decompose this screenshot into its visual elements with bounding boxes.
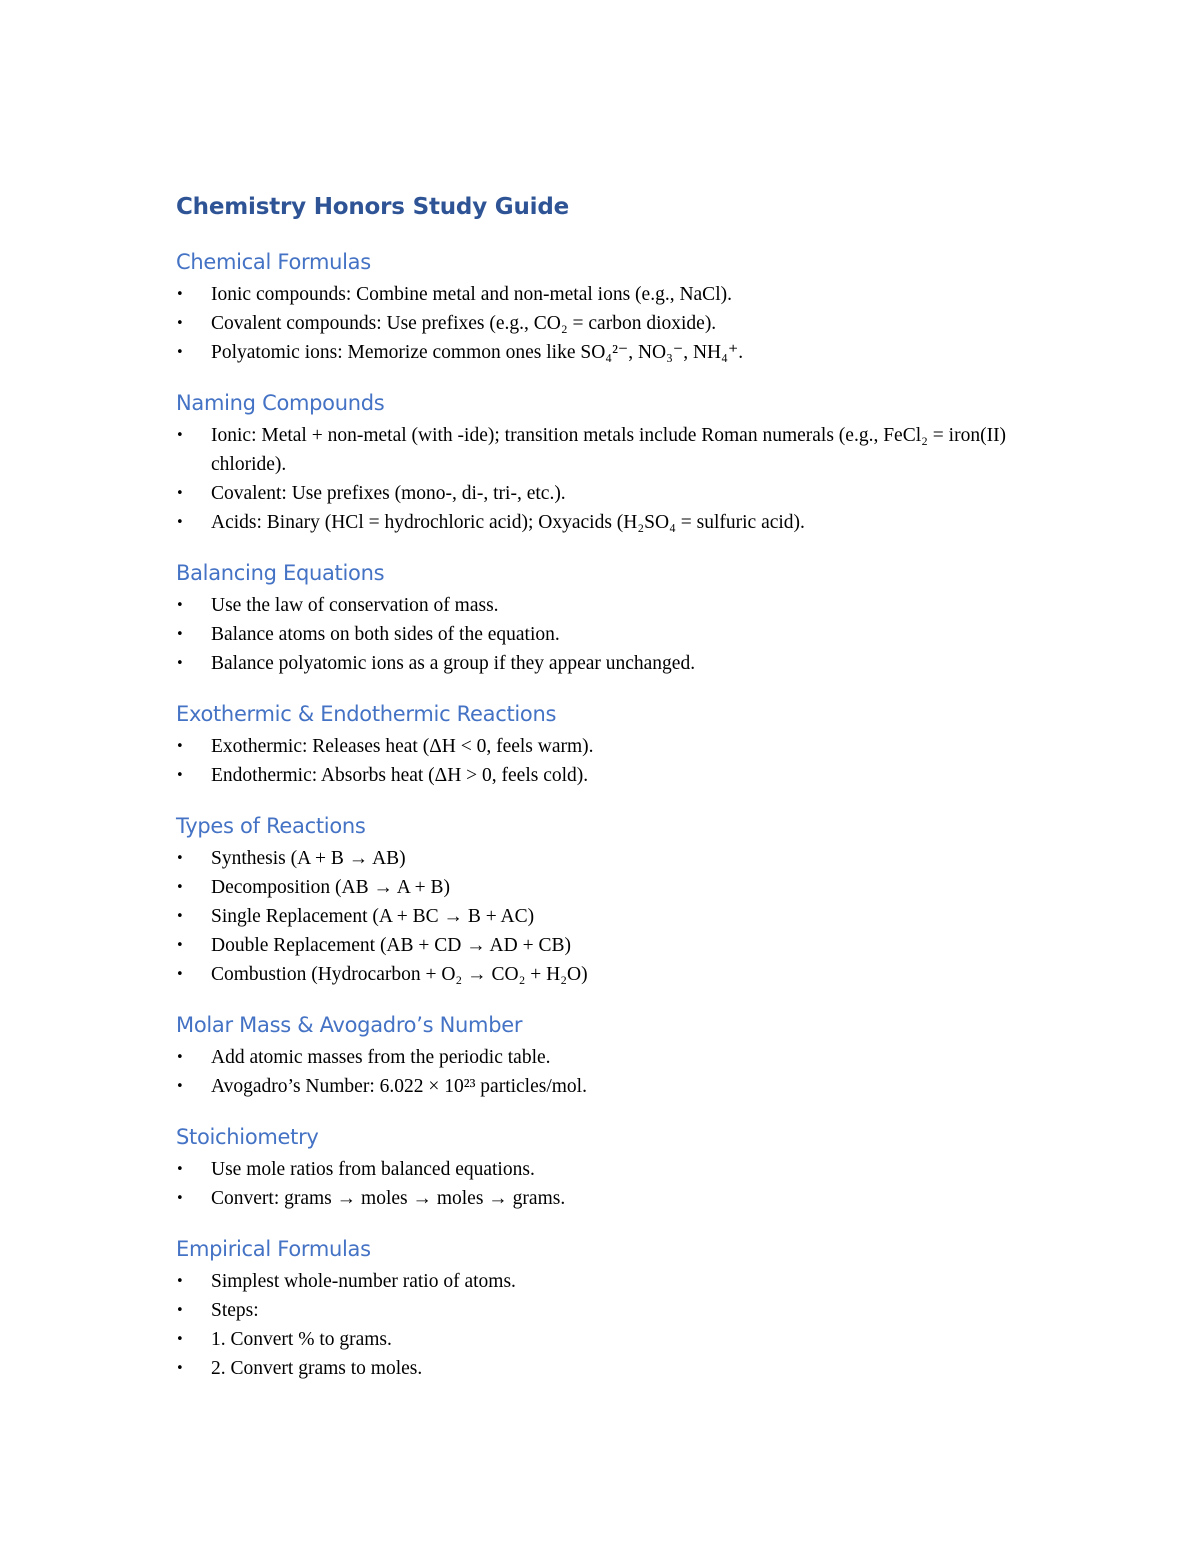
bullet-list — [176, 591, 1076, 678]
list-item-text: Combustion (Hydrocarbon + O₂ → CO₂ + H₂O) — [211, 964, 588, 985]
list-item — [176, 1325, 1076, 1354]
bullet-icon: • — [176, 515, 184, 530]
bullet-icon: • — [176, 345, 184, 360]
section — [176, 1119, 1076, 1213]
list-item — [176, 1155, 1076, 1184]
list-item — [176, 1043, 1076, 1072]
list-item-text: Exothermic: Releases heat (ΔH < 0, feels warm). — [211, 736, 594, 757]
section — [176, 696, 1076, 790]
bullet-icon: • — [176, 1332, 184, 1347]
list-item — [176, 902, 1076, 931]
list-item — [176, 844, 1076, 873]
bullet-icon: • — [176, 880, 184, 895]
section-heading: Empirical Formulas — [176, 1237, 371, 1261]
list-item-text: Balance atoms on both sides of the equation. — [211, 624, 560, 645]
bullet-icon: • — [176, 287, 184, 302]
section — [176, 808, 1076, 989]
list-item — [176, 508, 1076, 537]
bullet-list — [176, 732, 1076, 790]
list-item-text: Decomposition (AB → A + B) — [211, 877, 451, 898]
list-item-text: Polyatomic ions: Memorize common ones like SO₄²⁻, NO₃⁻, NH₄⁺. — [211, 342, 744, 363]
section-heading: Stoichiometry — [176, 1125, 319, 1149]
bullet-list — [176, 1267, 1076, 1383]
bullet-icon: • — [176, 428, 184, 443]
list-item — [176, 1072, 1076, 1101]
list-item-text: Covalent: Use prefixes (mono-, di-, tri-, etc.). — [211, 483, 566, 504]
list-item-text: Add atomic masses from the periodic table. — [211, 1047, 551, 1068]
list-item-text: Ionic: Metal + non-metal (with -ide); transition metals include Roman numerals (e.g., FeCl₂ = iron(II) chloride). — [211, 425, 1007, 475]
bullet-icon: • — [176, 967, 184, 982]
list-item — [176, 479, 1076, 508]
list-item — [176, 1184, 1076, 1213]
bullet-icon: • — [176, 909, 184, 924]
list-item-text: Covalent compounds: Use prefixes (e.g., CO₂ = carbon dioxide). — [211, 313, 717, 334]
bullet-list — [176, 844, 1076, 989]
list-item-text: Balance polyatomic ions as a group if they appear unchanged. — [211, 653, 696, 674]
section-heading: Chemical Formulas — [176, 250, 371, 274]
list-item-text: Synthesis (A + B → AB) — [211, 848, 406, 869]
list-item-text: Acids: Binary (HCl = hydrochloric acid); Oxyacids (H₂SO₄ = sulfuric acid). — [211, 512, 805, 533]
sections-container — [176, 244, 1076, 1383]
list-item — [176, 873, 1076, 902]
list-item — [176, 280, 1076, 309]
section-heading: Molar Mass & Avogadro’s Number — [176, 1013, 523, 1037]
list-item — [176, 931, 1076, 960]
section — [176, 555, 1076, 678]
list-item — [176, 732, 1076, 761]
bullet-icon: • — [176, 656, 184, 671]
list-item-text: Convert: grams → moles → moles → grams. — [211, 1188, 566, 1209]
list-item-text: Double Replacement (AB + CD → AD + CB) — [211, 935, 571, 956]
bullet-icon: • — [176, 1274, 184, 1289]
bullet-list — [176, 421, 1076, 537]
bullet-icon: • — [176, 486, 184, 501]
section — [176, 1007, 1076, 1101]
bullet-icon: • — [176, 1079, 184, 1094]
document-page — [176, 188, 1076, 1383]
list-item — [176, 1267, 1076, 1296]
bullet-icon: • — [176, 316, 184, 331]
section-heading: Balancing Equations — [176, 561, 385, 585]
document-title: Chemistry Honors Study Guide — [176, 194, 569, 220]
section-heading: Naming Compounds — [176, 391, 385, 415]
list-item — [176, 960, 1076, 989]
list-item — [176, 761, 1076, 790]
bullet-icon: • — [176, 1361, 184, 1376]
bullet-icon: • — [176, 627, 184, 642]
list-item-text: Simplest whole-number ratio of atoms. — [211, 1271, 516, 1292]
bullet-icon: • — [176, 1050, 184, 1065]
bullet-list — [176, 280, 1076, 367]
list-item-text: Use mole ratios from balanced equations. — [211, 1159, 535, 1180]
section — [176, 244, 1076, 367]
list-item — [176, 620, 1076, 649]
section-heading: Types of Reactions — [176, 814, 366, 838]
list-item — [176, 591, 1076, 620]
bullet-icon: • — [176, 768, 184, 783]
list-item-text: Ionic compounds: Combine metal and non-metal ions (e.g., NaCl). — [211, 284, 732, 305]
section — [176, 385, 1076, 537]
list-item — [176, 649, 1076, 678]
list-item — [176, 1354, 1076, 1383]
bullet-icon: • — [176, 938, 184, 953]
bullet-list — [176, 1155, 1076, 1213]
list-item — [176, 338, 1076, 367]
bullet-icon: • — [176, 1162, 184, 1177]
list-item-text: Use the law of conservation of mass. — [211, 595, 499, 616]
bullet-list — [176, 1043, 1076, 1101]
list-item-text: Endothermic: Absorbs heat (ΔH > 0, feels cold). — [211, 765, 589, 786]
bullet-icon: • — [176, 739, 184, 754]
list-item — [176, 421, 1076, 479]
list-item-text: 2. Convert grams to moles. — [211, 1358, 423, 1379]
list-item-text: 1. Convert % to grams. — [211, 1329, 392, 1350]
section-heading: Exothermic & Endothermic Reactions — [176, 702, 557, 726]
bullet-icon: • — [176, 1191, 184, 1206]
section — [176, 1231, 1076, 1383]
list-item-text: Steps: — [211, 1300, 259, 1321]
list-item — [176, 1296, 1076, 1325]
bullet-icon: • — [176, 851, 184, 866]
bullet-icon: • — [176, 1303, 184, 1318]
bullet-icon: • — [176, 598, 184, 613]
list-item-text: Single Replacement (A + BC → B + AC) — [211, 906, 535, 927]
list-item-text: Avogadro’s Number: 6.022 × 10²³ particles/mol. — [211, 1076, 587, 1097]
list-item — [176, 309, 1076, 338]
